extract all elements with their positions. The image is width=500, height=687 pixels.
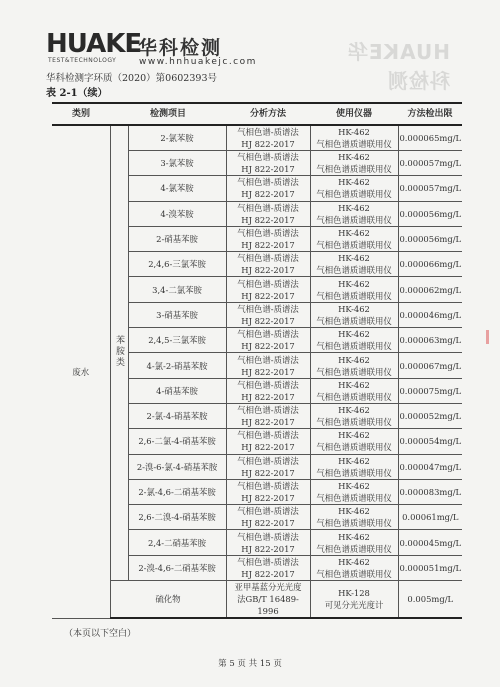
instrument-name: 气相色谱质谱联用仪 [316, 366, 392, 377]
header-method: 分析方法 [226, 103, 310, 125]
limit-cell: 0.00061mg/L [398, 505, 462, 530]
instrument-cell [310, 530, 398, 555]
method-name: 气相色谱-质谱法 [237, 278, 299, 289]
item-cell: 3-硝基苯胺 [128, 302, 226, 327]
method-name: 气相色谱-质谱法 [237, 127, 299, 137]
limit-cell: 0.000056mg/L [398, 226, 462, 251]
instrument-name: 气相色谱质谱联用仪 [316, 391, 392, 402]
instrument-id: HK-462 [338, 556, 370, 567]
method-name: 气相色谱-质谱法 [237, 455, 299, 466]
instrument-id: HK-462 [338, 228, 370, 239]
item-cell: 3-氯苯胺 [128, 151, 226, 176]
bleed-through-watermark: HUAKE华科检测 [346, 40, 450, 93]
limit-cell: 0.000052mg/L [398, 403, 462, 428]
instrument-name: 气相色谱质谱联用仪 [316, 214, 392, 225]
limit-cell: 0.000063mg/L [398, 328, 462, 353]
category-cell: 废水 [52, 125, 110, 618]
instrument-cell [310, 479, 398, 504]
instrument-name: 气相色谱质谱联用仪 [316, 290, 392, 301]
method-standard: HJ 822-2017 [241, 164, 295, 175]
instrument-id: HK-462 [338, 379, 370, 390]
instrument-name: 气相色谱质谱联用仪 [316, 189, 392, 200]
instrument-id: HK-462 [338, 177, 370, 188]
method-name: 气相色谱-质谱法 [237, 228, 299, 239]
method-cell [226, 125, 310, 151]
instrument-id: HK-462 [338, 481, 370, 491]
instrument-name: 气相色谱质谱联用仪 [316, 341, 392, 352]
method-name: 亚甲基蓝分光光度 [234, 582, 302, 593]
instrument-cell [310, 403, 398, 428]
instrument-name: 气相色谱质谱联用仪 [316, 467, 392, 478]
header-category: 类别 [52, 103, 110, 125]
item-cell: 4-硝基苯胺 [128, 378, 226, 403]
instrument-id: HK-462 [338, 278, 370, 289]
instrument-id: HK-462 [338, 127, 370, 137]
item-cell: 2-溴-4,6-二硝基苯胺 [128, 555, 226, 580]
instrument-name: 气相色谱质谱联用仪 [316, 139, 392, 149]
seal-edge-mark [486, 330, 489, 344]
limit-cell: 0.000045mg/L [398, 530, 462, 555]
method-cell [226, 505, 310, 530]
method-cell [226, 555, 310, 580]
blank-note: （本页以下空白） [64, 629, 137, 639]
method-standard: HJ 822-2017 [241, 214, 295, 225]
limit-cell: 0.000066mg/L [398, 252, 462, 277]
method-standard: HJ 822-2017 [241, 315, 295, 326]
item-cell: 4-溴苯胺 [128, 201, 226, 226]
instrument-id: HK-462 [338, 430, 370, 441]
method-standard: HJ 822-2017 [241, 543, 295, 554]
subcategory-cell [110, 125, 128, 581]
method-cell [226, 581, 310, 619]
item-cell: 3,4-二氯苯胺 [128, 277, 226, 302]
method-standard: HJ 822-2017 [241, 240, 295, 251]
instrument-name: 气相色谱质谱联用仪 [316, 240, 392, 251]
method-standard: 法GB/T 16489-1996 [237, 594, 299, 617]
item-cell: 2-硝基苯胺 [128, 226, 226, 251]
instrument-cell [310, 328, 398, 353]
instrument-cell [310, 125, 398, 151]
instrument-id: HK-462 [338, 202, 370, 213]
limit-cell: 0.005mg/L [398, 581, 462, 619]
method-cell [226, 479, 310, 504]
instrument-cell [310, 353, 398, 378]
method-standard: HJ 822-2017 [241, 442, 295, 453]
method-cell [226, 429, 310, 454]
table-label: 表 2-1（续） [46, 88, 108, 99]
item-cell: 2-氯苯胺 [128, 125, 226, 151]
method-name: 气相色谱-质谱法 [237, 531, 299, 542]
method-standard: HJ 822-2017 [241, 493, 295, 503]
item-cell: 2,4-二硝基苯胺 [128, 530, 226, 555]
header-limit: 方法检出限 [398, 103, 462, 125]
page-footer: 第 5 页 共 15 页 [218, 659, 282, 669]
instrument-cell [310, 277, 398, 302]
limit-cell: 0.000047mg/L [398, 454, 462, 479]
limit-cell: 0.000057mg/L [398, 151, 462, 176]
item-cell: 2-氯-4-硝基苯胺 [128, 403, 226, 428]
instrument-id: HK-462 [338, 354, 370, 365]
instrument-id: HK-462 [338, 152, 370, 163]
item-cell: 2,4,6-三氯苯胺 [128, 252, 226, 277]
logo-url: www.hnhuakejc.com [139, 57, 257, 67]
item-cell: 2-氯-4,6-二硝基苯胺 [128, 479, 226, 504]
instrument-name: 气相色谱质谱联用仪 [316, 518, 392, 529]
header-instrument: 使用仪器 [310, 103, 398, 125]
instrument-id: HK-462 [338, 405, 370, 416]
instrument-name: 气相色谱质谱联用仪 [316, 315, 392, 326]
item-cell: 2,4,5-三氯苯胺 [128, 328, 226, 353]
limit-cell: 0.000075mg/L [398, 378, 462, 403]
item-cell: 4-氯-2-硝基苯胺 [128, 353, 226, 378]
instrument-cell [310, 226, 398, 251]
method-name: 气相色谱-质谱法 [237, 354, 299, 365]
instrument-name: 可见分光光度计 [324, 600, 384, 611]
instrument-name: 气相色谱质谱联用仪 [316, 265, 392, 276]
item-cell: 2,6-二氯-4-硝基苯胺 [128, 429, 226, 454]
method-cell [226, 403, 310, 428]
method-standard: HJ 822-2017 [241, 139, 295, 149]
method-standard: HJ 822-2017 [241, 568, 295, 579]
method-cell [226, 277, 310, 302]
item-cell: 硫化物 [110, 581, 226, 619]
method-cell [226, 378, 310, 403]
instrument-cell [310, 581, 398, 619]
limit-cell: 0.000062mg/L [398, 277, 462, 302]
instrument-name: 气相色谱质谱联用仪 [316, 568, 392, 579]
instrument-cell [310, 454, 398, 479]
method-name: 气相色谱-质谱法 [237, 177, 299, 188]
item-cell: 2-溴-6-氯-4-硝基苯胺 [128, 454, 226, 479]
method-cell [226, 302, 310, 327]
method-standard: HJ 822-2017 [241, 290, 295, 301]
table-row [52, 581, 462, 619]
method-cell [226, 252, 310, 277]
method-cell [226, 353, 310, 378]
instrument-name: 气相色谱质谱联用仪 [316, 543, 392, 554]
method-name: 气相色谱-质谱法 [237, 556, 299, 567]
instrument-name: 气相色谱质谱联用仪 [316, 493, 392, 503]
instrument-cell [310, 302, 398, 327]
method-name: 气相色谱-质谱法 [237, 430, 299, 441]
method-cell [226, 151, 310, 176]
limit-cell: 0.000056mg/L [398, 201, 462, 226]
subcategory-label: 苯胺类 [114, 335, 124, 369]
method-name: 气相色谱-质谱法 [237, 329, 299, 340]
instrument-id: HK-462 [338, 329, 370, 340]
instrument-id: HK-462 [338, 303, 370, 314]
limit-cell: 0.000051mg/L [398, 555, 462, 580]
instrument-cell [310, 555, 398, 580]
instrument-name: 气相色谱质谱联用仪 [316, 417, 392, 428]
method-name: 气相色谱-质谱法 [237, 506, 299, 517]
method-name: 气相色谱-质谱法 [237, 253, 299, 264]
limit-cell: 0.000057mg/L [398, 176, 462, 201]
limit-cell: 0.000054mg/L [398, 429, 462, 454]
method-name: 气相色谱-质谱法 [237, 379, 299, 390]
method-standard: HJ 822-2017 [241, 417, 295, 428]
instrument-cell [310, 505, 398, 530]
instrument-id: HK-462 [338, 531, 370, 542]
method-cell [226, 201, 310, 226]
table-row [52, 125, 462, 151]
instrument-cell [310, 252, 398, 277]
method-standard: HJ 822-2017 [241, 391, 295, 402]
item-cell: 4-氯苯胺 [128, 176, 226, 201]
instrument-name: 气相色谱质谱联用仪 [316, 442, 392, 453]
instrument-id: HK-462 [338, 455, 370, 466]
logo-chinese-name: 华科检测 [138, 37, 223, 59]
method-standard: HJ 822-2017 [241, 265, 295, 276]
limit-cell: 0.000065mg/L [398, 125, 462, 151]
method-name: 气相色谱-质谱法 [237, 152, 299, 163]
instrument-cell [310, 176, 398, 201]
method-cell [226, 176, 310, 201]
instrument-name: 气相色谱质谱联用仪 [316, 164, 392, 175]
method-cell [226, 530, 310, 555]
table-header-row [52, 103, 462, 125]
instrument-id: HK-128 [338, 588, 370, 599]
method-cell [226, 454, 310, 479]
detection-limits-table [52, 102, 462, 619]
method-name: 气相色谱-质谱法 [237, 202, 299, 213]
limit-cell: 0.000046mg/L [398, 302, 462, 327]
instrument-id: HK-462 [338, 253, 370, 264]
method-standard: HJ 822-2017 [241, 366, 295, 377]
method-standard: HJ 822-2017 [241, 189, 295, 200]
method-cell [226, 328, 310, 353]
logo-subtitle: TEST&TECHNOLOGY [48, 57, 117, 64]
method-name: 气相色谱-质谱法 [237, 481, 299, 491]
instrument-cell [310, 151, 398, 176]
method-standard: HJ 822-2017 [241, 341, 295, 352]
method-name: 气相色谱-质谱法 [237, 303, 299, 314]
method-name: 气相色谱-质谱法 [237, 405, 299, 416]
instrument-cell [310, 378, 398, 403]
logo-mark: HUAKE [46, 29, 142, 59]
method-standard: HJ 822-2017 [241, 467, 295, 478]
report-number: 华科检测字环质（2020）第0602393号 [46, 73, 217, 84]
header-item: 检测项目 [110, 103, 226, 125]
limit-cell: 0.000067mg/L [398, 353, 462, 378]
item-cell: 2,6-二溴-4-硝基苯胺 [128, 505, 226, 530]
instrument-cell [310, 201, 398, 226]
method-standard: HJ 822-2017 [241, 518, 295, 529]
instrument-id: HK-462 [338, 506, 370, 517]
method-cell [226, 226, 310, 251]
limit-cell: 0.000083mg/L [398, 479, 462, 504]
instrument-cell [310, 429, 398, 454]
